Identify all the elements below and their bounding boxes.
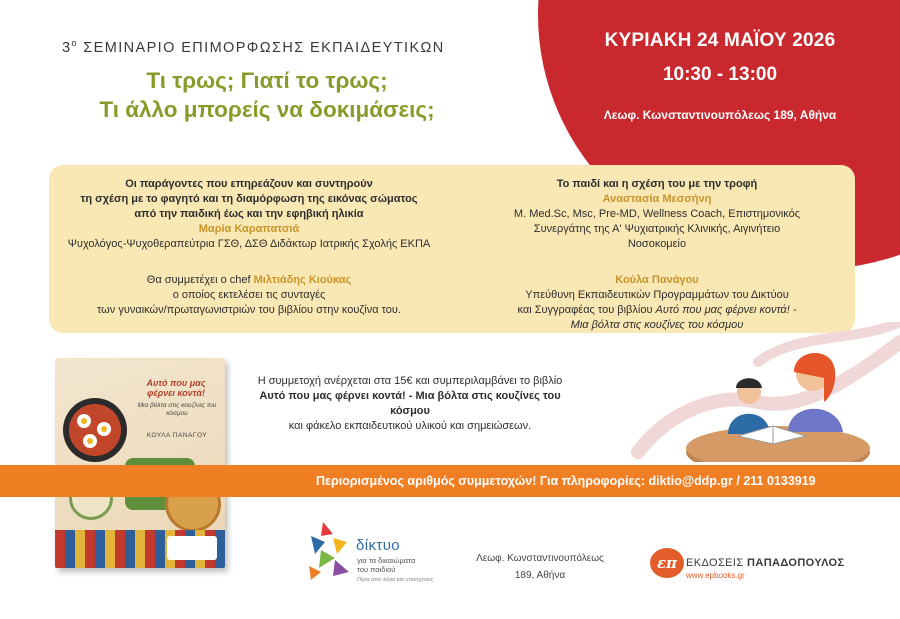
left-talk-title-2: τη σχέση με το φαγητό και τη διαμόρφωση της εικόνας σώματος — [80, 193, 418, 205]
publisher-name — [686, 557, 844, 569]
right-talk-column — [459, 177, 855, 333]
footer-address-line-1: Λεωφ. Κωνσταντινουπόλεως — [476, 553, 604, 564]
egg-icon — [97, 422, 111, 436]
event-date: ΚΥΡΙΑΚΗ 24 ΜΑΪΟΥ 2026 — [604, 30, 836, 51]
chef-intro: Θα συμμετέχει ο chef — [146, 274, 254, 286]
event-address: Λεωφ. Κωνσταντινουπόλεως 189, Αθήνα — [603, 108, 837, 122]
diktio-tagline — [357, 556, 437, 574]
book-publisher-logo — [167, 536, 217, 560]
left-talk-title-3: από την παιδική έως και την εφηβική ηλικία — [134, 208, 364, 220]
participation-line-2 — [240, 389, 580, 419]
main-title — [62, 66, 472, 124]
reading-illustration — [628, 322, 900, 462]
egg-icon — [77, 414, 91, 428]
book-subtitle: Μια βόλτα στις κουζίνες του κόσμου — [137, 402, 217, 417]
diktio-motto: Πέρα από λόγια και υποσχέσεις — [357, 577, 434, 583]
book-author: ΚΟΥΛΑ ΠΑΝΑΓΟΥ — [146, 432, 208, 439]
right-speaker-1-name: Αναστασία Μεσσήνη — [602, 193, 712, 205]
seminar-number: 3 — [62, 39, 72, 56]
right-speaker-1-role-1: M. Med.Sc, Msc, Pre-MD, Wellness Coach, Επιστημονικός — [513, 208, 801, 220]
right-speaker-2-role-2 — [459, 303, 855, 318]
title-line-2: Τι άλλο μπορείς να δοκιμάσεις; — [99, 97, 435, 122]
participation-book: Αυτό που μας φέρνει κοντά! - Μια βόλτα στις κουζίνες του κόσμου — [259, 390, 561, 417]
book-cover — [55, 358, 225, 568]
right-speaker-1-role-3: Νοσοκομείο — [627, 238, 687, 250]
left-talk-column — [49, 177, 449, 318]
participation-info — [240, 374, 580, 434]
diktio-tagline-1: για τα δικαιώματα — [357, 556, 416, 565]
chef-name: Μιλτιάδης Κιούκας — [253, 274, 352, 286]
right-speaker-1-role-2: Συνεργάτης της Α' Ψυχιατρικής Κλινικής, Αιγινήτειο — [533, 223, 781, 235]
footer-address-line-2: 189, Αθήνα — [514, 570, 566, 581]
diktio-name: δίκτυο — [356, 537, 401, 554]
title-line-1: Τι τρως; Γιατί το τρως; — [146, 68, 388, 93]
diktio-tagline-2: του παιδιού — [357, 565, 396, 574]
chef-line-1 — [49, 273, 449, 288]
seminar-text: ΣΕΜΙΝΑΡΙΟ ΕΠΙΜΟΡΦΩΣΗΣ ΕΚΠΑΙΔΕΥΤΙΚΩΝ — [77, 39, 445, 56]
right-speaker-2-role-2-text: και Συγγραφέας του βιβλίου — [517, 304, 656, 316]
seminar-ordinal: ο — [71, 38, 78, 48]
left-talk-title-1: Οι παράγοντες που επηρεάζουν και συντηρούν — [125, 178, 373, 190]
diktio-logo-icon — [305, 520, 353, 582]
seminar-label — [62, 38, 445, 56]
participation-line-3: και φάκελο εκπαιδευτικού υλικού και σημειώσεων. — [288, 420, 532, 432]
event-info — [560, 30, 880, 122]
publisher-surname: ΠΑΠΑΔΟΠΟΥΛΟΣ — [747, 557, 845, 569]
right-speaker-2-name: Κούλα Πανάγου — [615, 274, 699, 286]
right-speaker-2-book: Αυτό που μας φέρνει κοντά! - — [655, 304, 797, 316]
left-speaker-name: Μαρία Καραπατσιά — [198, 223, 300, 235]
book-title: Αυτό που μας φέρνει κοντά! — [146, 378, 206, 398]
publisher-logo-icon: επ — [650, 548, 684, 578]
shakshuka-illustration — [69, 404, 121, 456]
speakers-box — [49, 165, 855, 333]
publisher-url[interactable]: www.epbooks.gr — [686, 571, 745, 580]
left-speaker-role: Ψυχολόγος-Ψυχοθεραπεύτρια ΓΣΘ, ΔΣΘ Διδάκτωρ Ιατρικής Σχολής ΕΚΠΑ — [67, 238, 431, 250]
chef-line-2: ο οποίος εκτελέσει τις συνταγές — [172, 289, 326, 301]
right-speaker-2-role-3: Μια βόλτα στις κουζίνες του κόσμου — [570, 319, 744, 331]
right-speaker-2-role-1: Υπεύθυνη Εκπαιδευτικών Προγραμμάτων του Δικτύου — [525, 289, 789, 301]
chef-line-3: των γυναικών/πρωταγωνιστριών του βιβλίου στην κουζίνα του. — [96, 304, 401, 316]
participation-line-1: Η συμμετοχή ανέρχεται στα 15€ και συμπεριλαμβάνει το βιβλίο — [257, 375, 563, 387]
info-bar-text: Περιορισμένος αριθμός συμμετοχών! Για πληροφορίες: diktio@ddp.gr / 211 0133919 — [316, 474, 816, 488]
footer-address — [470, 550, 610, 584]
publisher-prefix: ΕΚΔΟΣΕΙΣ — [686, 557, 747, 569]
egg-icon — [83, 434, 97, 448]
event-time: 10:30 - 13:00 — [662, 64, 778, 85]
right-talk-title: Το παιδί και η σχέση του με την τροφή — [556, 178, 758, 190]
